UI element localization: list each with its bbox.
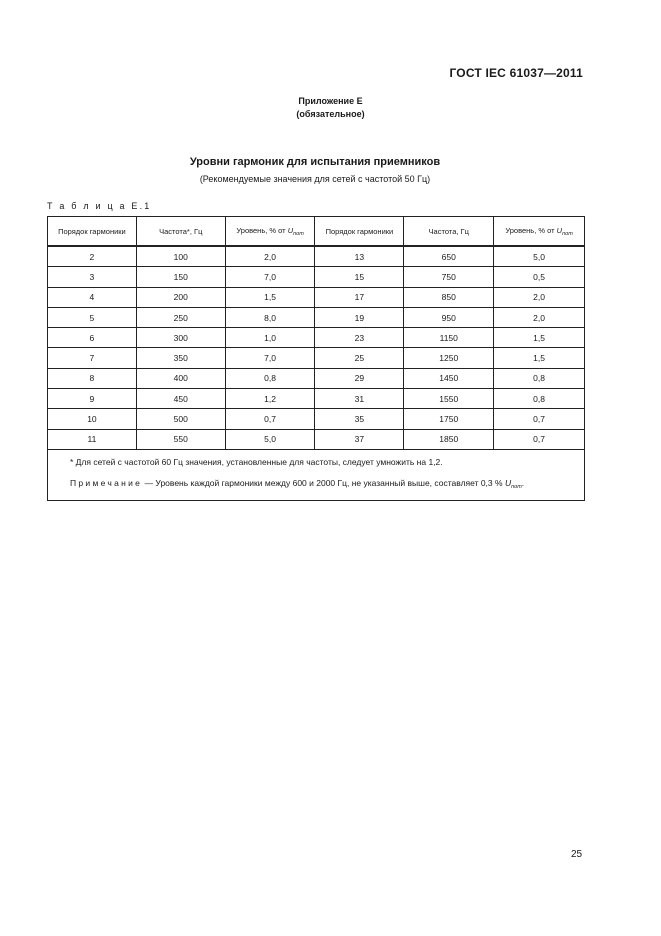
cell-order-1: 4	[48, 287, 137, 307]
cell-frequency-2: 850	[404, 287, 494, 307]
cell-frequency-1: 100	[136, 246, 225, 267]
cell-level-1: 7,0	[225, 348, 315, 368]
cell-level-2: 2,0	[494, 287, 585, 307]
cell-order-2: 25	[315, 348, 404, 368]
cell-level-1: 5,0	[225, 429, 315, 449]
table-row	[48, 287, 585, 307]
cell-frequency-1: 500	[136, 409, 225, 429]
table-footnote: * Для сетей с частотой 60 Гц значения, установленные для частоты, следует умножить на 1,2.	[70, 456, 443, 467]
cell-order-2: 15	[315, 267, 404, 287]
cell-level-2: 1,5	[494, 348, 585, 368]
table-row	[48, 368, 585, 388]
cell-frequency-1: 400	[136, 368, 225, 388]
cell-order-1: 7	[48, 348, 137, 368]
section-subtitle: (Рекомендуемые значения для сетей с частотой 50 Гц)	[199, 174, 431, 184]
cell-level-1: 1,2	[225, 389, 315, 409]
cell-frequency-1: 150	[136, 267, 225, 287]
annex-label: Приложение E	[298, 96, 363, 106]
cell-frequency-2: 1250	[404, 348, 494, 368]
table-row	[48, 389, 585, 409]
cell-order-2: 29	[315, 368, 404, 388]
table-body	[48, 246, 585, 449]
header-order-2: Порядок гармоники	[315, 217, 404, 247]
cell-frequency-1: 250	[136, 307, 225, 327]
cell-level-2: 0,8	[494, 368, 585, 388]
table-row	[48, 267, 585, 287]
cell-level-2: 5,0	[494, 246, 585, 267]
document-id: ГОСТ IEC 61037—2011	[449, 66, 583, 80]
annex-status: (обязательное)	[296, 109, 365, 119]
cell-order-2: 13	[315, 246, 404, 267]
cell-frequency-1: 350	[136, 348, 225, 368]
cell-frequency-2: 950	[404, 307, 494, 327]
cell-level-1: 0,7	[225, 409, 315, 429]
header-frequency-2: Частота, Гц	[404, 217, 494, 247]
table-row	[48, 429, 585, 449]
table-row	[48, 307, 585, 327]
header-level-1: Уровень, % от $U_{nom}$	[225, 217, 315, 247]
cell-order-2: 19	[315, 307, 404, 327]
cell-level-2: 1,5	[494, 328, 585, 348]
cell-order-2: 31	[315, 389, 404, 409]
cell-level-2: 0,7	[494, 409, 585, 429]
cell-frequency-2: 1750	[404, 409, 494, 429]
cell-level-1: 8,0	[225, 307, 315, 327]
harmonics-table-container	[47, 216, 585, 501]
cell-frequency-1: 300	[136, 328, 225, 348]
cell-order-1: 8	[48, 368, 137, 388]
header-frequency-1: Частота*, Гц	[136, 217, 225, 247]
cell-frequency-2: 650	[404, 246, 494, 267]
cell-level-1: 2,0	[225, 246, 315, 267]
harmonics-table	[47, 216, 585, 450]
cell-order-2: 23	[315, 328, 404, 348]
cell-level-1: 0,8	[225, 368, 315, 388]
cell-level-1: 1,0	[225, 328, 315, 348]
table-notes	[47, 450, 585, 501]
cell-level-2: 2,0	[494, 307, 585, 327]
cell-frequency-1: 200	[136, 287, 225, 307]
cell-order-1: 3	[48, 267, 137, 287]
cell-frequency-2: 1850	[404, 429, 494, 449]
cell-level-2: 0,5	[494, 267, 585, 287]
table-row	[48, 246, 585, 267]
table-row	[48, 328, 585, 348]
cell-frequency-2: 1450	[404, 368, 494, 388]
cell-order-1: 10	[48, 409, 137, 429]
cell-level-1: 7,0	[225, 267, 315, 287]
header-level-2: Уровень, % от $U_{nom}$	[494, 217, 585, 247]
table-row	[48, 409, 585, 429]
cell-frequency-2: 1150	[404, 328, 494, 348]
table-caption: Т а б л и ц а E.1	[47, 201, 152, 211]
cell-order-1: 6	[48, 328, 137, 348]
cell-level-2: 0,7	[494, 429, 585, 449]
cell-level-2: 0,8	[494, 389, 585, 409]
section-title: Уровни гармоник для испытания приемников	[189, 156, 441, 168]
table-row	[48, 348, 585, 368]
cell-frequency-2: 750	[404, 267, 494, 287]
cell-frequency-1: 450	[136, 389, 225, 409]
cell-frequency-1: 550	[136, 429, 225, 449]
table-note: Примечание — Уровень каждой гармоники между 600 и 2000 Гц, не указанный выше, составляет 0,3 % $U_{nom}$.	[70, 477, 525, 490]
cell-order-1: 11	[48, 429, 137, 449]
cell-order-1: 2	[48, 246, 137, 267]
cell-frequency-2: 1550	[404, 389, 494, 409]
annex-heading	[0, 95, 661, 121]
table-header-row	[48, 217, 585, 247]
cell-order-2: 37	[315, 429, 404, 449]
page-number: 25	[571, 849, 583, 860]
cell-order-2: 17	[315, 287, 404, 307]
header-order-1: Порядок гармоники	[48, 217, 137, 247]
cell-order-1: 9	[48, 389, 137, 409]
cell-order-2: 35	[315, 409, 404, 429]
cell-order-1: 5	[48, 307, 137, 327]
cell-level-1: 1,5	[225, 287, 315, 307]
